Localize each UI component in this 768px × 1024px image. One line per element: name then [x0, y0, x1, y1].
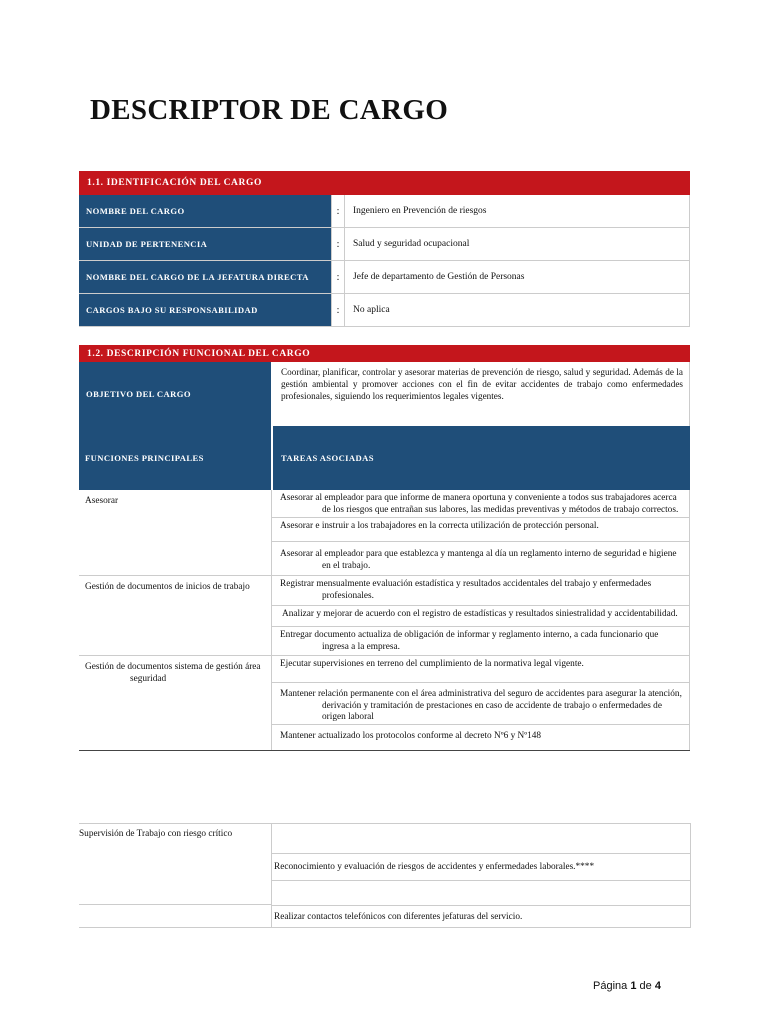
- task-line: Asesorar al empleador para que informe de manera oportuna y conveniente a todos sus trabajadores acerca: [280, 493, 677, 503]
- objective-row: [79, 362, 690, 426]
- task-line: Analizar y mejorar de acuerdo con el registro de estadísticas y resultados siniestralidad y accidentabilidad.: [282, 609, 678, 619]
- table-cell: Realizar contactos telefónicos con diferentes jefaturas del servicio.: [274, 911, 523, 922]
- function-name: [79, 656, 271, 750]
- task-line: Entregar documento actualiza de obligación de informar y reglamento interno, a cada funcionario que: [280, 630, 659, 640]
- row-label: UNIDAD DE PERTENENCIA: [79, 228, 331, 260]
- task-line: Mantener relación permanente con el área administrativa del seguro de accidentes para asegurar la atención,: [280, 689, 682, 699]
- table-row: [79, 294, 690, 327]
- row-value: Jefe de departamento de Gestión de Personas: [344, 261, 690, 293]
- task-line: profesionales.: [322, 590, 374, 601]
- task-line: Asesorar al empleador para que establezca y mantenga al día un reglamento interno de seguridad e higiene: [280, 549, 677, 559]
- table-cell: [272, 881, 690, 906]
- table-row: [79, 261, 690, 294]
- task-line: ingresa a la empresa.: [322, 641, 400, 652]
- task-line: Mantener actualizado los protocolos conforme al decreto Nº6 y Nº148: [280, 731, 542, 741]
- column-headers: [79, 426, 690, 490]
- function-name: Asesorar: [85, 496, 119, 506]
- section-header: 1.2. DESCRIPCIÓN FUNCIONAL DEL CARGO: [79, 345, 690, 362]
- task-item: [272, 518, 689, 542]
- task-list: [271, 490, 690, 575]
- function-name: Gestión de documentos de inicios de trabajo: [85, 582, 250, 592]
- function-group: [79, 656, 690, 751]
- task-item: [272, 725, 689, 750]
- critical-work-table: [79, 823, 691, 928]
- current-page: 1: [630, 980, 637, 992]
- task-line: origen laboral: [322, 712, 374, 722]
- task-item: [272, 627, 689, 655]
- task-item: [272, 606, 689, 627]
- task-line: en el trabajo.: [322, 560, 371, 571]
- function-group: [79, 490, 690, 576]
- divider: [79, 904, 271, 905]
- function-line: Gestión de documentos sistema de gestión área: [85, 662, 261, 672]
- task-item: [272, 542, 689, 575]
- row-value: Salud y seguridad ocupacional: [344, 228, 690, 260]
- task-line: de los riesgos que entrañan sus labores, las medidas preventivas y métodos de trabajo correctos.: [322, 504, 679, 515]
- table-row: [79, 228, 690, 261]
- row-label: NOMBRE DEL CARGO DE LA JEFATURA DIRECTA: [79, 261, 331, 293]
- function-line: seguridad: [130, 674, 167, 684]
- functions-column-header: FUNCIONES PRINCIPALES: [85, 453, 204, 463]
- page-prefix: Página: [593, 980, 628, 992]
- table-cell: Reconocimiento y evaluación de riesgos de accidentes y enfermedades laborales.****: [272, 854, 690, 881]
- tasks-column-header: TAREAS ASOCIADAS: [271, 426, 690, 490]
- task-item: [272, 683, 689, 725]
- total-pages: 4: [654, 980, 661, 992]
- task-item: [272, 490, 689, 518]
- colon: :: [331, 228, 344, 260]
- task-line: Ejecutar supervisiones en terreno del cumplimiento de la normativa legal vigente.: [280, 659, 584, 669]
- colon: :: [331, 294, 344, 326]
- colon: :: [331, 195, 344, 227]
- row-label: CARGOS BAJO SU RESPONSABILIDAD: [79, 294, 331, 326]
- objective-text: Coordinar, planificar, controlar y asesorar materias de prevención de riesgo, salud y seguridad. Además de la gestión ambiental y promover acciones con el fin de evitar accidentes de trabajo como enfermedades profesionales, siguiendo los requerimientos legales vigentes.: [271, 362, 690, 426]
- page-number: [593, 980, 661, 992]
- page-separator: de: [639, 980, 652, 992]
- section-header: 1.1. IDENTIFICACIÓN DEL CARGO: [79, 171, 690, 195]
- table-cell: [272, 824, 690, 854]
- task-line: derivación y tramitación de prestaciones en caso de accidente de trabajo o enfermedades de: [322, 700, 662, 711]
- colon: :: [331, 261, 344, 293]
- row-label: NOMBRE DEL CARGO: [79, 195, 331, 227]
- task-line: Registrar mensualmente evaluación estadística y resultados accidentales del trabajo y enfermedades: [280, 579, 652, 589]
- task-line: Asesorar e instruir a los trabajadores en la correcta utilización de protección personal.: [280, 521, 599, 531]
- task-list: [271, 656, 690, 750]
- task-item: [272, 656, 689, 683]
- critical-work-label: Supervisión de Trabajo con riesgo crítico: [79, 829, 233, 839]
- task-item: [272, 576, 689, 606]
- objective-label: OBJETIVO DEL CARGO: [79, 362, 271, 426]
- identification-table: [79, 171, 690, 327]
- row-value: Ingeniero en Prevención de riesgos: [344, 195, 690, 227]
- document-title: DESCRIPTOR DE CARGO: [90, 94, 449, 126]
- table-row: [79, 195, 690, 228]
- critical-work-cells: [271, 824, 690, 927]
- task-list: [271, 576, 690, 655]
- functional-description-table: [79, 345, 690, 751]
- function-group: [79, 576, 690, 656]
- row-value: No aplica: [344, 294, 690, 326]
